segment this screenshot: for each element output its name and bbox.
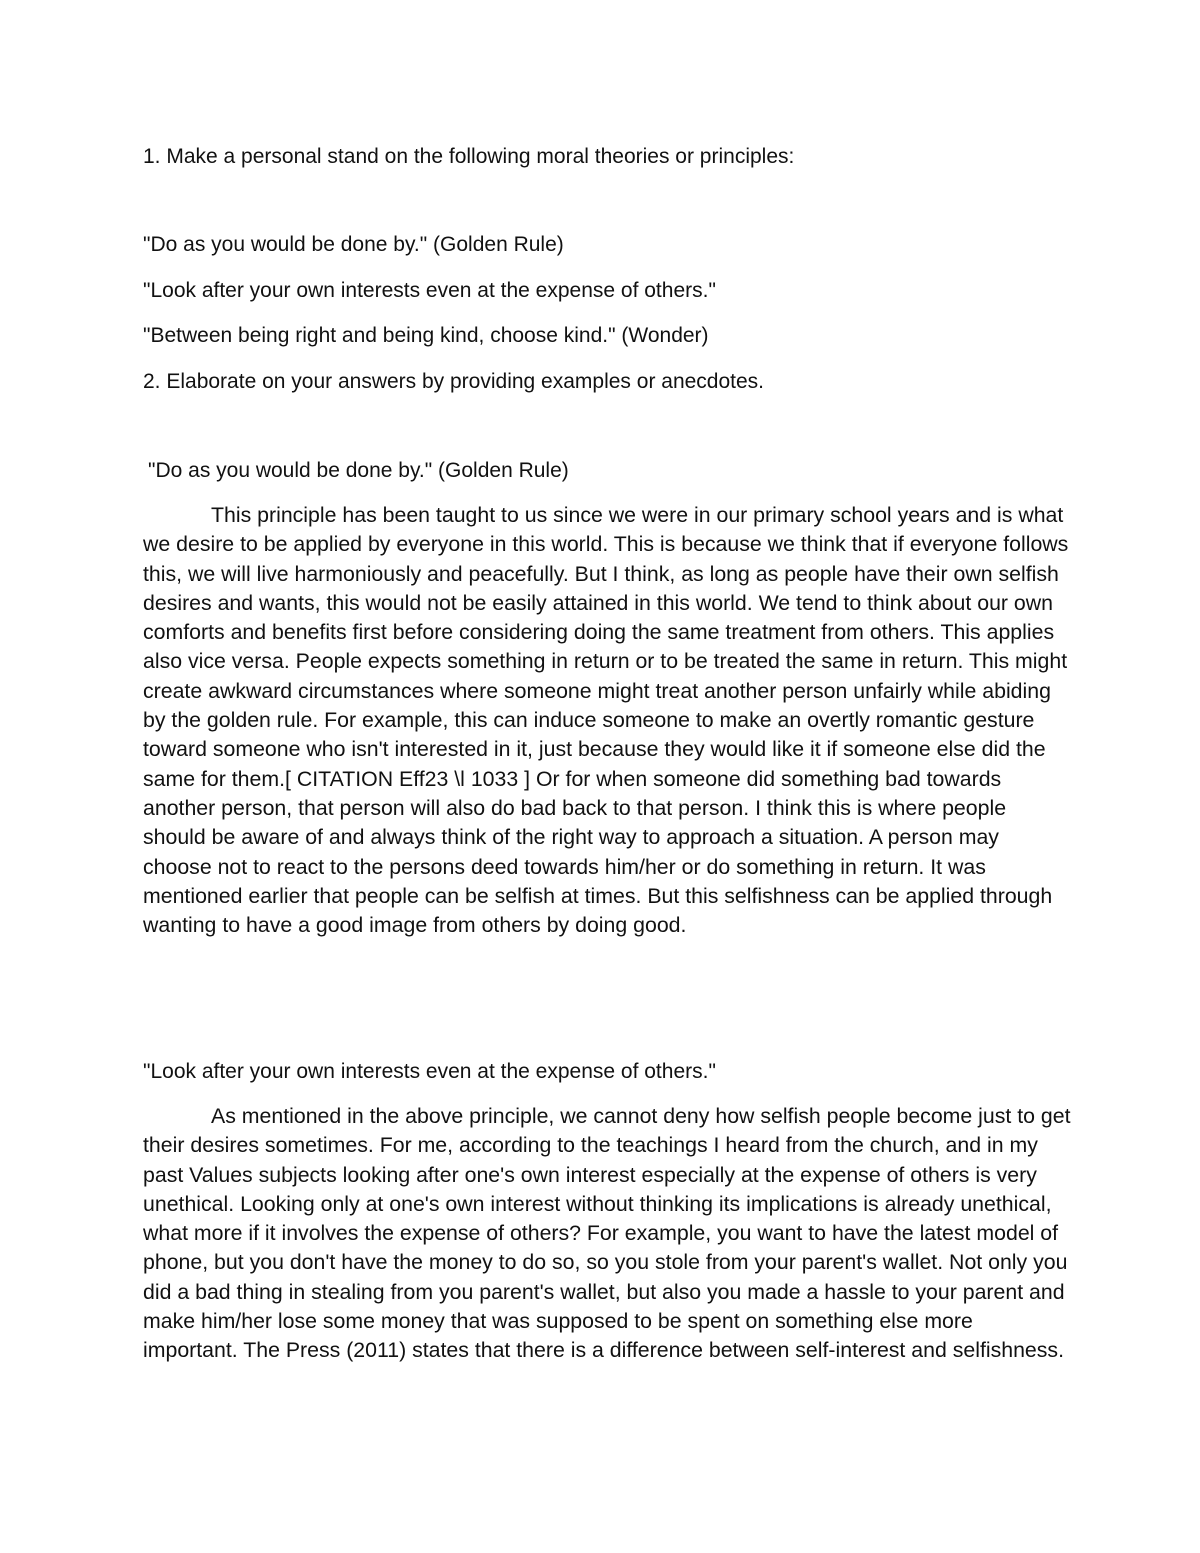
section-heading-self-interest: "Look after your own interests even at the expense of others." (143, 1060, 716, 1083)
section-body-golden-rule: This principle has been taught to us since we were in our primary school years and is what we desire to be applied by everyone in this world. This is because we think that if everyone follows this, we will live harmoniously and peacefully. But I think, as long as people have their own selfish desires and wants, this would not be easily attained in this world. We tend to think about our own comforts and benefits first before considering doing the same treatment from others. This applies also vice versa. People expects something in return or to be treated the same in return. This might create awkward circumstances where someone might treat another person unfairly while abiding by the golden rule. For example, this can induce someone to make an overtly romantic gesture toward someone who isn't interested in it, just because they would like it if someone else did the same for them.[ CITATION Eff23 \l 1033 ] Or for when someone did something bad towards another person, that person will also do bad back to that person. I think this is where people should be aware of and always think of the right way to approach a situation. A person may choose not to react to the persons deed towards him/her or do something in return. It was mentioned earlier that people can be selfish at times. But this selfishness can be applied through wanting to have a good image from others by doing good. (143, 503, 1069, 938)
section-body-self-interest: As mentioned in the above principle, we cannot deny how selfish people become just to get their desires sometimes. For me, according to the teachings I heard from the church, and in my past Values subjects looking after one's own interest especially at the expense of others is very unethical. Looking only at one's own interest without thinking its implications is already unethical, what more if it involves the expense of others? For example, you want to have the latest model of phone, but you don't have the money to do so, so you stole from your parent's wallet. Not only you did a bad thing in stealing from you parent's wallet, but also you made a hassle to your parent and make him/her lose some money that was supposed to be spent on something else more important. The Press (2011) states that there is a difference between self-interest and selfishness. (143, 1104, 1071, 1363)
section-heading-golden-rule: "Do as you would be done by." (Golden Rule) (148, 459, 569, 482)
question-2: 2. Elaborate on your answers by providing examples or anecdotes. (143, 370, 765, 393)
principle-golden-rule: "Do as you would be done by." (Golden Rule) (143, 233, 564, 256)
question-1: 1. Make a personal stand on the following moral theories or principles: (143, 145, 795, 168)
principle-choose-kind: "Between being right and being kind, choose kind." (Wonder) (143, 324, 709, 347)
principle-self-interest: "Look after your own interests even at the expense of others." (143, 279, 716, 302)
